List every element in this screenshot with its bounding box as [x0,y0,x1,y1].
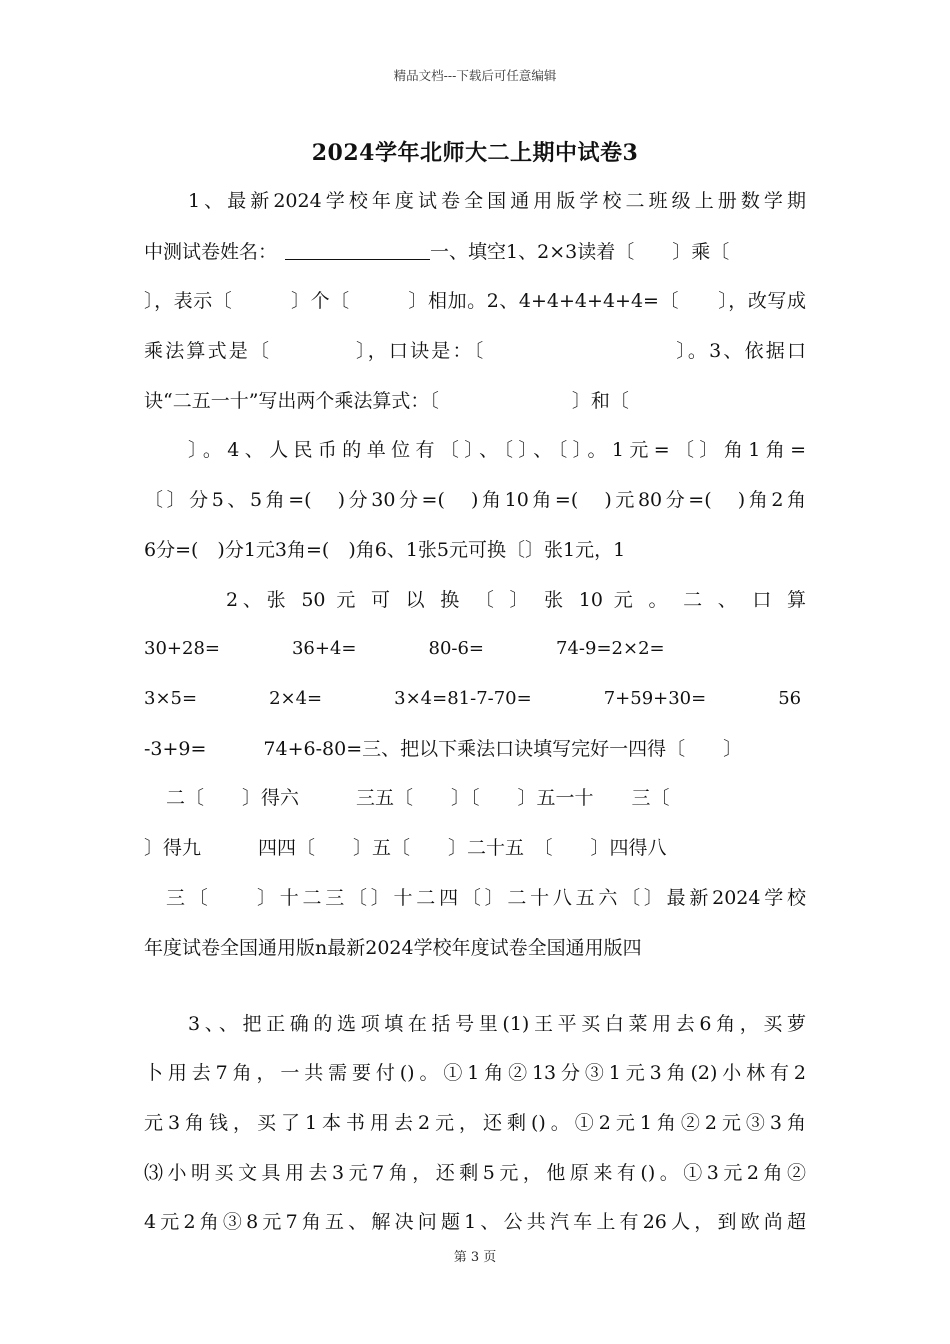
text-line: 30+28= 36+4= 80-6= 74-9=2×2= [144,638,665,659]
text-line: 二〔 〕得六 三五〔 〕〔 〕五一十 三〔 [166,787,670,809]
text-line: 元3角钱，买了1本书用去2元，还剩()。①2元1角②2元③3角 [144,1112,806,1134]
text-line: 年度试卷全国通用版n最新2024学校年度试卷全国通用版四 [144,937,642,959]
text-line: 4元2角③8元7角五、解决问题1、公共汽车上有26人，到欧尚超 [144,1211,806,1233]
text-line: 1、最新2024学校年度试卷全国通用版学校二班级上册数学期 [188,190,806,212]
text-line: 〔〕分5、5角=( )分30分=( )角10角=( )元80分=( )角2角 [144,489,806,511]
text-line: 3×5= 2×4= 3×4=81-7-70= 7+59+30= 56 [144,688,802,709]
text-line: ⑶小明买文具用去3元7角，还剩5元，他原来有()。①3元2角② [144,1162,806,1184]
text-line [144,239,806,265]
text-line: 乘法算式是〔 〕，口诀是：〔 〕。3、依据口 [144,340,806,362]
text-line: -3+9= 74+6-80=三、把以下乘法口诀填写完好一四得〔 〕 [144,738,743,760]
page-number: 第 3 页 [453,1250,497,1265]
text-line: 〕。4、人民币的单位有〔〕、〔〕、〔〕。1元=〔〕角1角= [188,439,806,461]
page-header: 精品文档---下载后可任意编辑 [393,68,557,83]
text-line: 2、张 50 元 可 以 换 〔 〕 张 10 元 。 二 、 口 算 [226,589,806,611]
text-line: 6分=( )分1元3角=( )角6、1张5元可换〔〕张1元，1 [144,539,626,561]
fill-blank-text: 一、填空1、2×3读着〔 〕乘〔 [430,241,730,263]
text-line: 〕，表示〔 〕个〔 〕相加。2、4+4+4+4+4=〔 〕，改写成 [144,290,806,312]
text-line: 卜用去7角，一共需要付()。①1角②13分③1元3角(2)小林有2 [144,1062,806,1084]
name-blank [285,241,430,260]
text-line: 〕得九 四四〔 〕五〔 〕二十五 〔 〕四得八 [144,837,667,859]
text-line: 三〔 〕十二三〔〕十二四〔〕二十八五六〔〕最新2024学校 [166,887,806,909]
text-line: 诀“二五一十”写出两个乘法算式：〔 〕和〔 [144,390,629,412]
document-title: 2024学年北师大二上期中试卷3 [311,140,639,166]
text-line: 3、、把正确的选项填在括号里(1)王平买白菜用去6角，买萝 [188,1013,806,1035]
name-label: 中测试卷姓名： [144,241,278,263]
